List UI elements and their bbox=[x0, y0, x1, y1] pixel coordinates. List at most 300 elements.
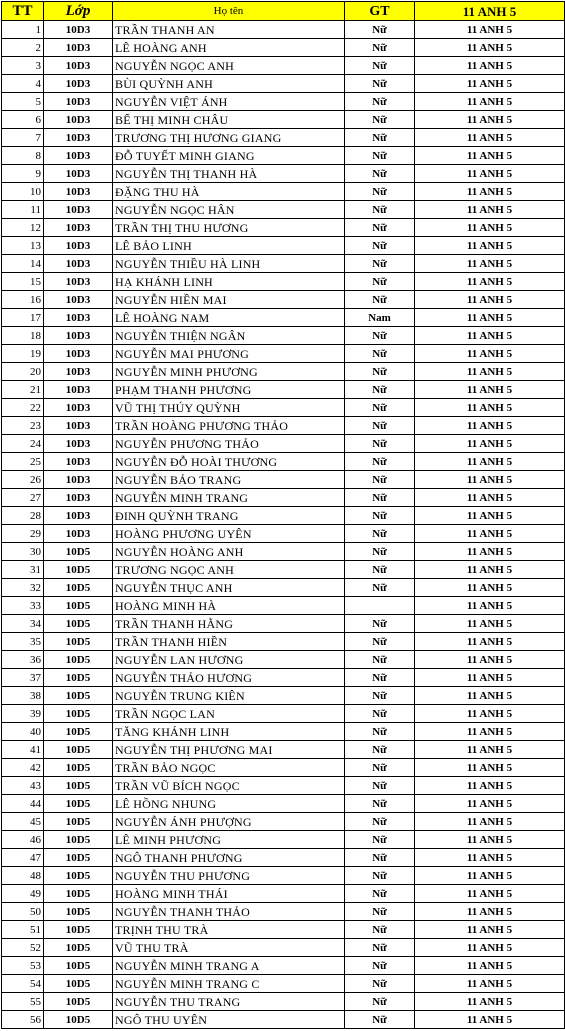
table-row bbox=[2, 75, 565, 93]
gender-cell: Nữ bbox=[345, 759, 415, 777]
full-name-cell: HOÀNG MINH HÀ bbox=[113, 597, 345, 615]
row-number-cell: 52 bbox=[2, 939, 44, 957]
assigned-class-cell: 11 ANH 5 bbox=[415, 273, 565, 291]
full-name-cell: HOÀNG PHƯƠNG UYÊN bbox=[113, 525, 345, 543]
assigned-class-cell: 11 ANH 5 bbox=[415, 165, 565, 183]
gender-cell: Nữ bbox=[345, 741, 415, 759]
class-of-origin-cell: 10D5 bbox=[44, 705, 113, 723]
assigned-class-cell: 11 ANH 5 bbox=[415, 669, 565, 687]
row-number-cell: 34 bbox=[2, 615, 44, 633]
row-number-cell: 13 bbox=[2, 237, 44, 255]
class-of-origin-cell: 10D5 bbox=[44, 885, 113, 903]
class-of-origin-cell: 10D5 bbox=[44, 903, 113, 921]
class-of-origin-cell: 10D3 bbox=[44, 237, 113, 255]
gender-cell: Nữ bbox=[345, 273, 415, 291]
assigned-class-cell: 11 ANH 5 bbox=[415, 75, 565, 93]
table-row bbox=[2, 525, 565, 543]
gender-cell: Nữ bbox=[345, 165, 415, 183]
row-number-cell: 39 bbox=[2, 705, 44, 723]
row-number-cell: 24 bbox=[2, 435, 44, 453]
class-of-origin-cell: 10D5 bbox=[44, 1011, 113, 1029]
row-number-cell: 33 bbox=[2, 597, 44, 615]
table-row bbox=[2, 885, 565, 903]
header-class-of-origin: Lớp bbox=[44, 2, 113, 21]
row-number-cell: 5 bbox=[2, 93, 44, 111]
full-name-cell: LÊ HOÀNG ANH bbox=[113, 39, 345, 57]
class-of-origin-cell: 10D5 bbox=[44, 579, 113, 597]
row-number-cell: 4 bbox=[2, 75, 44, 93]
full-name-cell: NGUYỄN LAN HƯƠNG bbox=[113, 651, 345, 669]
table-row bbox=[2, 849, 565, 867]
table-row bbox=[2, 759, 565, 777]
full-name-cell: BẾ THỊ MINH CHÂU bbox=[113, 111, 345, 129]
row-number-cell: 53 bbox=[2, 957, 44, 975]
row-number-cell: 22 bbox=[2, 399, 44, 417]
assigned-class-cell: 11 ANH 5 bbox=[415, 327, 565, 345]
table-row bbox=[2, 975, 565, 993]
row-number-cell: 46 bbox=[2, 831, 44, 849]
gender-cell: Nữ bbox=[345, 849, 415, 867]
row-number-cell: 3 bbox=[2, 57, 44, 75]
class-of-origin-cell: 10D3 bbox=[44, 39, 113, 57]
class-of-origin-cell: 10D3 bbox=[44, 111, 113, 129]
full-name-cell: TRẦN HOÀNG PHƯƠNG THẢO bbox=[113, 417, 345, 435]
class-of-origin-cell: 10D5 bbox=[44, 939, 113, 957]
table-row bbox=[2, 435, 565, 453]
assigned-class-cell: 11 ANH 5 bbox=[415, 795, 565, 813]
full-name-cell: TRẦN THANH HẰNG bbox=[113, 615, 345, 633]
full-name-cell: NGUYỄN PHƯƠNG THẢO bbox=[113, 435, 345, 453]
full-name-cell: NGUYỄN THẢO HƯƠNG bbox=[113, 669, 345, 687]
gender-cell: Nữ bbox=[345, 903, 415, 921]
assigned-class-cell: 11 ANH 5 bbox=[415, 453, 565, 471]
assigned-class-cell: 11 ANH 5 bbox=[415, 561, 565, 579]
class-of-origin-cell: 10D5 bbox=[44, 669, 113, 687]
gender-cell: Nữ bbox=[345, 489, 415, 507]
row-number-cell: 12 bbox=[2, 219, 44, 237]
full-name-cell: TRẦN BẢO NGỌC bbox=[113, 759, 345, 777]
gender-cell: Nữ bbox=[345, 921, 415, 939]
row-number-cell: 31 bbox=[2, 561, 44, 579]
table-row bbox=[2, 345, 565, 363]
row-number-cell: 17 bbox=[2, 309, 44, 327]
full-name-cell: NGUYỄN MAI PHƯƠNG bbox=[113, 345, 345, 363]
full-name-cell: LÊ HỒNG NHUNG bbox=[113, 795, 345, 813]
row-number-cell: 45 bbox=[2, 813, 44, 831]
full-name-cell: PHẠM THANH PHƯƠNG bbox=[113, 381, 345, 399]
row-number-cell: 15 bbox=[2, 273, 44, 291]
class-of-origin-cell: 10D5 bbox=[44, 975, 113, 993]
table-row bbox=[2, 381, 565, 399]
class-of-origin-cell: 10D3 bbox=[44, 129, 113, 147]
assigned-class-cell: 11 ANH 5 bbox=[415, 705, 565, 723]
class-of-origin-cell: 10D3 bbox=[44, 453, 113, 471]
gender-cell: Nữ bbox=[345, 957, 415, 975]
class-of-origin-cell: 10D3 bbox=[44, 75, 113, 93]
row-number-cell: 1 bbox=[2, 21, 44, 39]
full-name-cell: LÊ MINH PHƯƠNG bbox=[113, 831, 345, 849]
table-row bbox=[2, 183, 565, 201]
assigned-class-cell: 11 ANH 5 bbox=[415, 651, 565, 669]
gender-cell: Nam bbox=[345, 309, 415, 327]
class-of-origin-cell: 10D5 bbox=[44, 561, 113, 579]
full-name-cell: HẠ KHÁNH LINH bbox=[113, 273, 345, 291]
class-of-origin-cell: 10D5 bbox=[44, 849, 113, 867]
row-number-cell: 44 bbox=[2, 795, 44, 813]
row-number-cell: 16 bbox=[2, 291, 44, 309]
class-of-origin-cell: 10D3 bbox=[44, 471, 113, 489]
row-number-cell: 20 bbox=[2, 363, 44, 381]
table-row bbox=[2, 957, 565, 975]
table-row bbox=[2, 417, 565, 435]
full-name-cell: NGUYỄN THANH THẢO bbox=[113, 903, 345, 921]
assigned-class-cell: 11 ANH 5 bbox=[415, 723, 565, 741]
full-name-cell: BÙI QUỲNH ANH bbox=[113, 75, 345, 93]
assigned-class-cell: 11 ANH 5 bbox=[415, 993, 565, 1011]
table-row bbox=[2, 219, 565, 237]
gender-cell: Nữ bbox=[345, 183, 415, 201]
full-name-cell: NGUYỄN THU PHƯƠNG bbox=[113, 867, 345, 885]
assigned-class-cell: 11 ANH 5 bbox=[415, 21, 565, 39]
full-name-cell: ĐỖ TUYẾT MINH GIANG bbox=[113, 147, 345, 165]
row-number-cell: 37 bbox=[2, 669, 44, 687]
class-of-origin-cell: 10D5 bbox=[44, 993, 113, 1011]
assigned-class-cell: 11 ANH 5 bbox=[415, 381, 565, 399]
row-number-cell: 28 bbox=[2, 507, 44, 525]
gender-cell: Nữ bbox=[345, 885, 415, 903]
student-list-table bbox=[1, 1, 565, 1029]
assigned-class-cell: 11 ANH 5 bbox=[415, 957, 565, 975]
gender-cell: Nữ bbox=[345, 723, 415, 741]
full-name-cell: ĐINH QUỲNH TRANG bbox=[113, 507, 345, 525]
row-number-cell: 27 bbox=[2, 489, 44, 507]
assigned-class-cell: 11 ANH 5 bbox=[415, 975, 565, 993]
table-row bbox=[2, 993, 565, 1011]
table-row bbox=[2, 921, 565, 939]
gender-cell: Nữ bbox=[345, 705, 415, 723]
assigned-class-cell: 11 ANH 5 bbox=[415, 255, 565, 273]
row-number-cell: 55 bbox=[2, 993, 44, 1011]
gender-cell: Nữ bbox=[345, 777, 415, 795]
full-name-cell: TĂNG KHÁNH LINH bbox=[113, 723, 345, 741]
table-row bbox=[2, 615, 565, 633]
assigned-class-cell: 11 ANH 5 bbox=[415, 345, 565, 363]
class-of-origin-cell: 10D3 bbox=[44, 219, 113, 237]
row-number-cell: 51 bbox=[2, 921, 44, 939]
table-row bbox=[2, 597, 565, 615]
row-number-cell: 6 bbox=[2, 111, 44, 129]
full-name-cell: TRẦN VŨ BÍCH NGỌC bbox=[113, 777, 345, 795]
full-name-cell: NGUYỄN MINH TRANG A bbox=[113, 957, 345, 975]
table-row bbox=[2, 543, 565, 561]
gender-cell: Nữ bbox=[345, 615, 415, 633]
row-number-cell: 21 bbox=[2, 381, 44, 399]
class-of-origin-cell: 10D3 bbox=[44, 417, 113, 435]
class-of-origin-cell: 10D5 bbox=[44, 651, 113, 669]
gender-cell: Nữ bbox=[345, 795, 415, 813]
class-of-origin-cell: 10D3 bbox=[44, 147, 113, 165]
row-number-cell: 18 bbox=[2, 327, 44, 345]
class-of-origin-cell: 10D5 bbox=[44, 687, 113, 705]
table-row bbox=[2, 93, 565, 111]
row-number-cell: 42 bbox=[2, 759, 44, 777]
class-of-origin-cell: 10D5 bbox=[44, 831, 113, 849]
assigned-class-cell: 11 ANH 5 bbox=[415, 759, 565, 777]
row-number-cell: 9 bbox=[2, 165, 44, 183]
full-name-cell: NGUYỄN NGỌC ANH bbox=[113, 57, 345, 75]
full-name-cell: NGUYỄN THỊ THANH HÀ bbox=[113, 165, 345, 183]
full-name-cell: TRẦN THỊ THU HƯƠNG bbox=[113, 219, 345, 237]
table-row bbox=[2, 705, 565, 723]
table-body bbox=[2, 21, 565, 1029]
assigned-class-cell: 11 ANH 5 bbox=[415, 489, 565, 507]
gender-cell: Nữ bbox=[345, 111, 415, 129]
gender-cell: Nữ bbox=[345, 975, 415, 993]
table-row bbox=[2, 255, 565, 273]
table-row bbox=[2, 939, 565, 957]
full-name-cell: NGUYỄN THU TRANG bbox=[113, 993, 345, 1011]
assigned-class-cell: 11 ANH 5 bbox=[415, 921, 565, 939]
class-of-origin-cell: 10D5 bbox=[44, 795, 113, 813]
assigned-class-cell: 11 ANH 5 bbox=[415, 507, 565, 525]
class-of-origin-cell: 10D3 bbox=[44, 399, 113, 417]
assigned-class-cell: 11 ANH 5 bbox=[415, 147, 565, 165]
full-name-cell: NGUYỄN NGỌC HÂN bbox=[113, 201, 345, 219]
full-name-cell: NGUYỄN MINH PHƯƠNG bbox=[113, 363, 345, 381]
gender-cell: Nữ bbox=[345, 255, 415, 273]
assigned-class-cell: 11 ANH 5 bbox=[415, 903, 565, 921]
assigned-class-cell: 11 ANH 5 bbox=[415, 39, 565, 57]
assigned-class-cell: 11 ANH 5 bbox=[415, 687, 565, 705]
gender-cell: Nữ bbox=[345, 687, 415, 705]
table-row bbox=[2, 363, 565, 381]
table-row bbox=[2, 867, 565, 885]
table-row bbox=[2, 39, 565, 57]
class-of-origin-cell: 10D3 bbox=[44, 291, 113, 309]
row-number-cell: 11 bbox=[2, 201, 44, 219]
class-of-origin-cell: 10D5 bbox=[44, 957, 113, 975]
gender-cell: Nữ bbox=[345, 363, 415, 381]
gender-cell: Nữ bbox=[345, 867, 415, 885]
row-number-cell: 19 bbox=[2, 345, 44, 363]
row-number-cell: 30 bbox=[2, 543, 44, 561]
gender-cell: Nữ bbox=[345, 831, 415, 849]
row-number-cell: 7 bbox=[2, 129, 44, 147]
class-of-origin-cell: 10D3 bbox=[44, 165, 113, 183]
class-of-origin-cell: 10D5 bbox=[44, 633, 113, 651]
assigned-class-cell: 11 ANH 5 bbox=[415, 741, 565, 759]
gender-cell: Nữ bbox=[345, 939, 415, 957]
assigned-class-cell: 11 ANH 5 bbox=[415, 201, 565, 219]
row-number-cell: 23 bbox=[2, 417, 44, 435]
full-name-cell: NGUYỄN THỤC ANH bbox=[113, 579, 345, 597]
gender-cell: Nữ bbox=[345, 219, 415, 237]
row-number-cell: 56 bbox=[2, 1011, 44, 1029]
table-row bbox=[2, 723, 565, 741]
assigned-class-cell: 11 ANH 5 bbox=[415, 399, 565, 417]
class-of-origin-cell: 10D5 bbox=[44, 867, 113, 885]
assigned-class-cell: 11 ANH 5 bbox=[415, 435, 565, 453]
assigned-class-cell: 11 ANH 5 bbox=[415, 471, 565, 489]
full-name-cell: TRẦN THANH AN bbox=[113, 21, 345, 39]
table-row bbox=[2, 579, 565, 597]
table-row bbox=[2, 1011, 565, 1029]
gender-cell: Nữ bbox=[345, 813, 415, 831]
gender-cell: Nữ bbox=[345, 525, 415, 543]
assigned-class-cell: 11 ANH 5 bbox=[415, 615, 565, 633]
gender-cell: Nữ bbox=[345, 345, 415, 363]
assigned-class-cell: 11 ANH 5 bbox=[415, 417, 565, 435]
table-row bbox=[2, 111, 565, 129]
table-row bbox=[2, 327, 565, 345]
gender-cell: Nữ bbox=[345, 327, 415, 345]
full-name-cell: NGUYỄN THIỆN NGÂN bbox=[113, 327, 345, 345]
assigned-class-cell: 11 ANH 5 bbox=[415, 777, 565, 795]
header-row bbox=[2, 2, 565, 21]
full-name-cell: LÊ BẢO LINH bbox=[113, 237, 345, 255]
gender-cell bbox=[345, 597, 415, 615]
table-row bbox=[2, 129, 565, 147]
row-number-cell: 8 bbox=[2, 147, 44, 165]
table-row bbox=[2, 201, 565, 219]
row-number-cell: 49 bbox=[2, 885, 44, 903]
assigned-class-cell: 11 ANH 5 bbox=[415, 579, 565, 597]
row-number-cell: 36 bbox=[2, 651, 44, 669]
assigned-class-cell: 11 ANH 5 bbox=[415, 813, 565, 831]
full-name-cell: NGUYỄN HOÀNG ANH bbox=[113, 543, 345, 561]
class-of-origin-cell: 10D5 bbox=[44, 723, 113, 741]
gender-cell: Nữ bbox=[345, 417, 415, 435]
row-number-cell: 40 bbox=[2, 723, 44, 741]
row-number-cell: 48 bbox=[2, 867, 44, 885]
table-row bbox=[2, 399, 565, 417]
class-of-origin-cell: 10D3 bbox=[44, 21, 113, 39]
assigned-class-cell: 11 ANH 5 bbox=[415, 849, 565, 867]
full-name-cell: NGÔ THANH PHƯƠNG bbox=[113, 849, 345, 867]
full-name-cell: NGUYỄN THIỀU HÀ LINH bbox=[113, 255, 345, 273]
table-header bbox=[2, 2, 565, 21]
header-gender: GT bbox=[345, 2, 415, 21]
assigned-class-cell: 11 ANH 5 bbox=[415, 831, 565, 849]
row-number-cell: 54 bbox=[2, 975, 44, 993]
table-row bbox=[2, 561, 565, 579]
row-number-cell: 43 bbox=[2, 777, 44, 795]
full-name-cell: TRẦN THANH HIỀN bbox=[113, 633, 345, 651]
class-of-origin-cell: 10D3 bbox=[44, 327, 113, 345]
row-number-cell: 14 bbox=[2, 255, 44, 273]
row-number-cell: 41 bbox=[2, 741, 44, 759]
class-of-origin-cell: 10D3 bbox=[44, 183, 113, 201]
assigned-class-cell: 11 ANH 5 bbox=[415, 237, 565, 255]
assigned-class-cell: 11 ANH 5 bbox=[415, 183, 565, 201]
full-name-cell: NGUYỄN MINH TRANG C bbox=[113, 975, 345, 993]
gender-cell: Nữ bbox=[345, 93, 415, 111]
assigned-class-cell: 11 ANH 5 bbox=[415, 291, 565, 309]
row-number-cell: 25 bbox=[2, 453, 44, 471]
row-number-cell: 32 bbox=[2, 579, 44, 597]
class-of-origin-cell: 10D5 bbox=[44, 777, 113, 795]
gender-cell: Nữ bbox=[345, 435, 415, 453]
gender-cell: Nữ bbox=[345, 381, 415, 399]
header-full-name: Họ tên bbox=[113, 2, 345, 21]
table-row bbox=[2, 21, 565, 39]
assigned-class-cell: 11 ANH 5 bbox=[415, 363, 565, 381]
full-name-cell: ĐẶNG THU HÀ bbox=[113, 183, 345, 201]
table-row bbox=[2, 273, 565, 291]
gender-cell: Nữ bbox=[345, 129, 415, 147]
table-row bbox=[2, 453, 565, 471]
class-of-origin-cell: 10D3 bbox=[44, 93, 113, 111]
table-row bbox=[2, 669, 565, 687]
row-number-cell: 50 bbox=[2, 903, 44, 921]
gender-cell: Nữ bbox=[345, 507, 415, 525]
class-of-origin-cell: 10D3 bbox=[44, 507, 113, 525]
table-row bbox=[2, 651, 565, 669]
table-row bbox=[2, 291, 565, 309]
class-of-origin-cell: 10D3 bbox=[44, 525, 113, 543]
full-name-cell: TRƯƠNG THỊ HƯƠNG GIANG bbox=[113, 129, 345, 147]
full-name-cell: NGUYỄN BẢO TRANG bbox=[113, 471, 345, 489]
row-number-cell: 38 bbox=[2, 687, 44, 705]
class-of-origin-cell: 10D5 bbox=[44, 813, 113, 831]
assigned-class-cell: 11 ANH 5 bbox=[415, 885, 565, 903]
row-number-cell: 29 bbox=[2, 525, 44, 543]
full-name-cell: NGUYỄN ÁNH PHƯỢNG bbox=[113, 813, 345, 831]
gender-cell: Nữ bbox=[345, 633, 415, 651]
assigned-class-cell: 11 ANH 5 bbox=[415, 309, 565, 327]
row-number-cell: 2 bbox=[2, 39, 44, 57]
gender-cell: Nữ bbox=[345, 579, 415, 597]
table-row bbox=[2, 165, 565, 183]
table-row bbox=[2, 507, 565, 525]
gender-cell: Nữ bbox=[345, 39, 415, 57]
table-row bbox=[2, 633, 565, 651]
table-row bbox=[2, 741, 565, 759]
class-of-origin-cell: 10D3 bbox=[44, 435, 113, 453]
table-row bbox=[2, 471, 565, 489]
table-row bbox=[2, 237, 565, 255]
full-name-cell: NGUYỄN TRUNG KIÊN bbox=[113, 687, 345, 705]
class-of-origin-cell: 10D3 bbox=[44, 345, 113, 363]
gender-cell: Nữ bbox=[345, 543, 415, 561]
assigned-class-cell: 11 ANH 5 bbox=[415, 525, 565, 543]
class-of-origin-cell: 10D5 bbox=[44, 597, 113, 615]
table-row bbox=[2, 831, 565, 849]
row-number-cell: 47 bbox=[2, 849, 44, 867]
full-name-cell: TRỊNH THU TRÀ bbox=[113, 921, 345, 939]
assigned-class-cell: 11 ANH 5 bbox=[415, 543, 565, 561]
class-of-origin-cell: 10D3 bbox=[44, 273, 113, 291]
class-of-origin-cell: 10D5 bbox=[44, 615, 113, 633]
assigned-class-cell: 11 ANH 5 bbox=[415, 597, 565, 615]
class-of-origin-cell: 10D3 bbox=[44, 363, 113, 381]
table-row bbox=[2, 795, 565, 813]
header-tt: TT bbox=[2, 2, 44, 21]
gender-cell: Nữ bbox=[345, 471, 415, 489]
class-of-origin-cell: 10D5 bbox=[44, 921, 113, 939]
class-of-origin-cell: 10D3 bbox=[44, 255, 113, 273]
table-row bbox=[2, 777, 565, 795]
header-assigned-class: 11 ANH 5 bbox=[415, 2, 565, 21]
class-of-origin-cell: 10D5 bbox=[44, 741, 113, 759]
full-name-cell: LÊ HOÀNG NAM bbox=[113, 309, 345, 327]
table-row bbox=[2, 903, 565, 921]
assigned-class-cell: 11 ANH 5 bbox=[415, 1011, 565, 1029]
gender-cell: Nữ bbox=[345, 993, 415, 1011]
gender-cell: Nữ bbox=[345, 237, 415, 255]
gender-cell: Nữ bbox=[345, 669, 415, 687]
class-of-origin-cell: 10D5 bbox=[44, 543, 113, 561]
